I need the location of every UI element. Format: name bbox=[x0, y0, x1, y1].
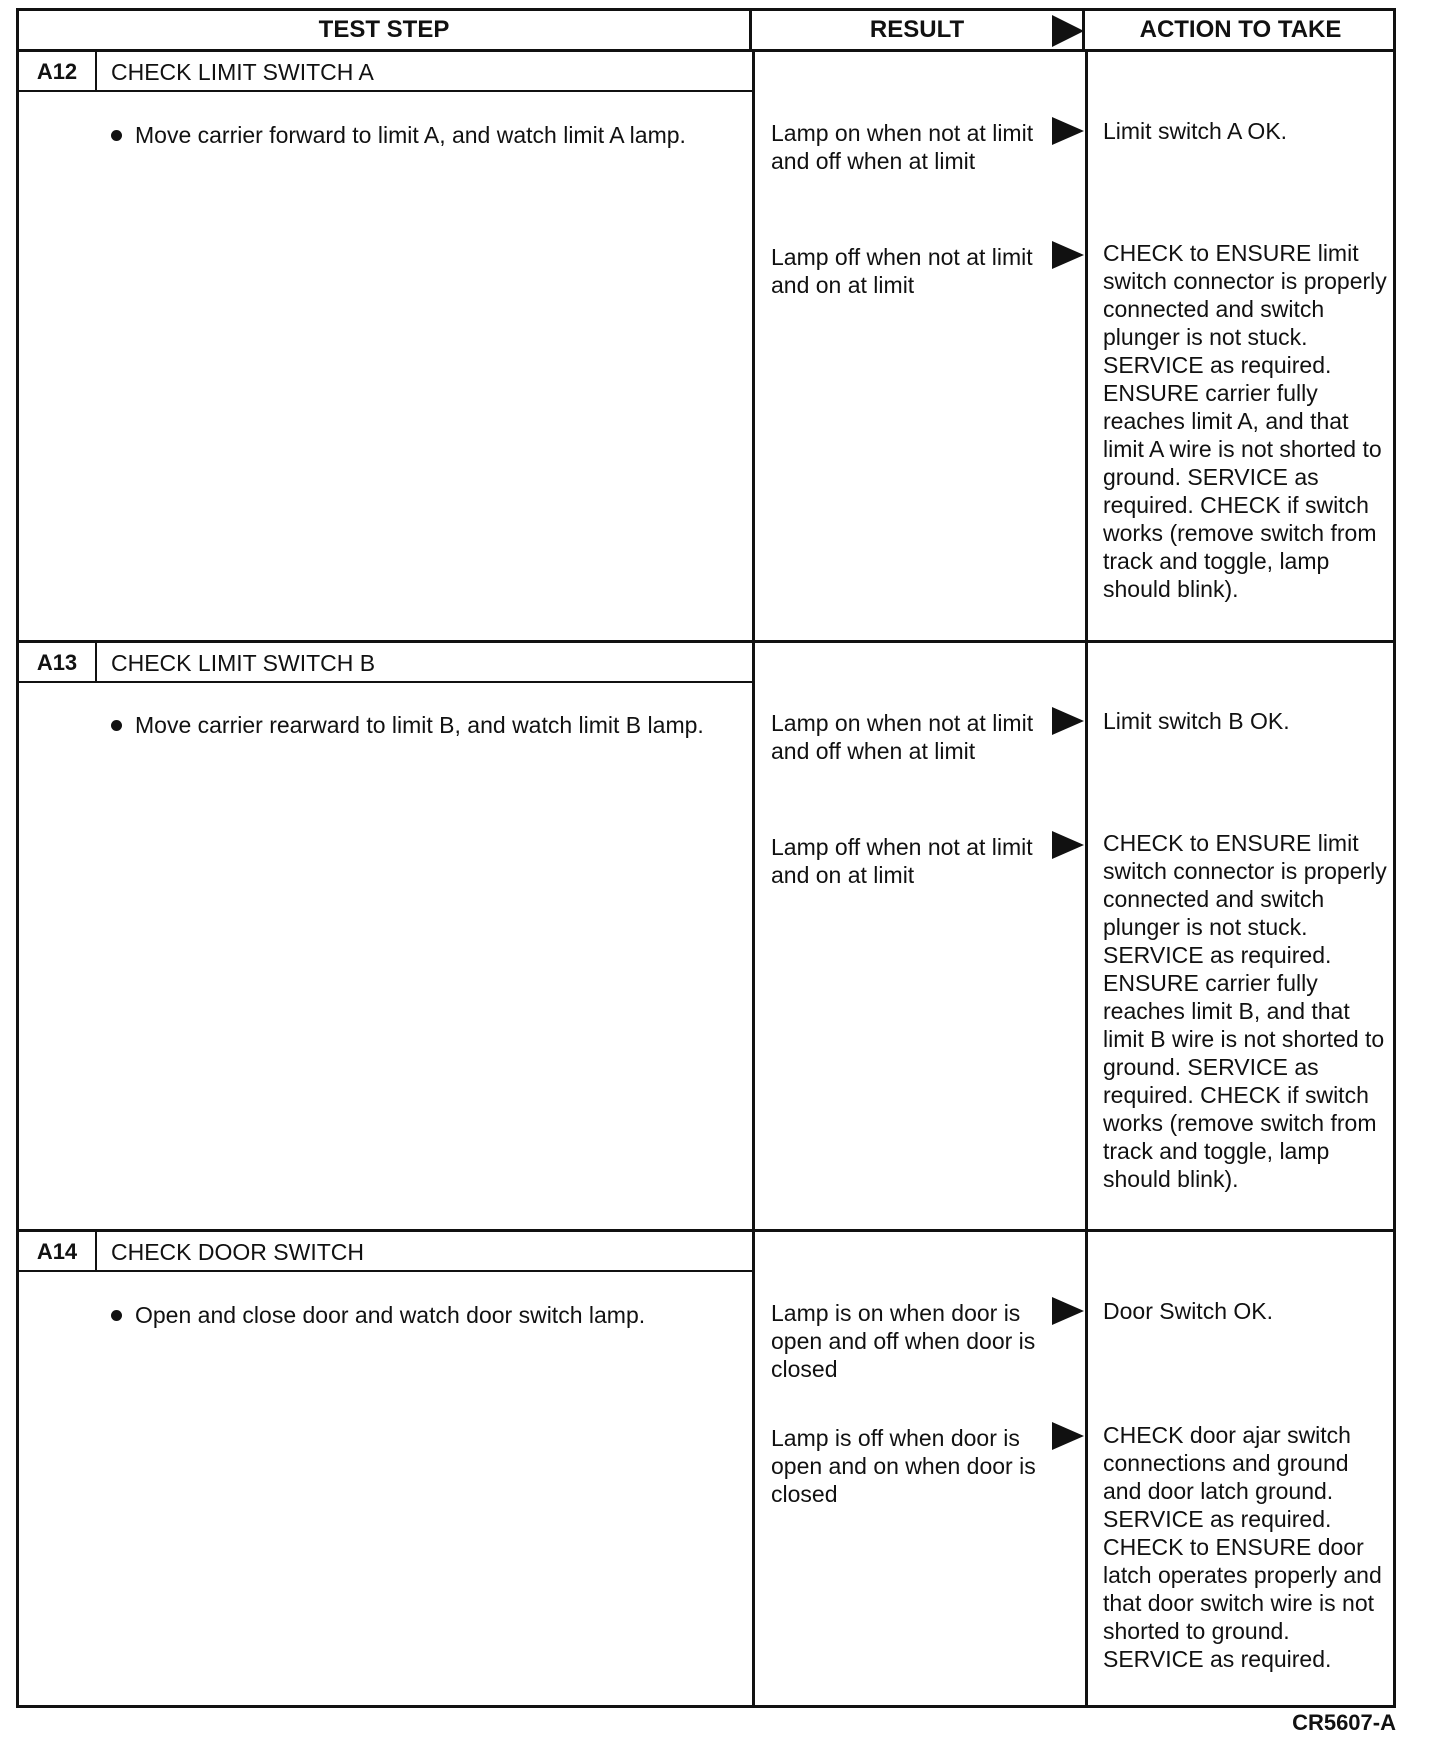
header-arrow-icon bbox=[1052, 15, 1084, 47]
figure-code: CR5607-A bbox=[1292, 1710, 1396, 1735]
step-header bbox=[19, 1232, 752, 1272]
step-title: CHECK DOOR SWITCH bbox=[111, 1238, 364, 1265]
step-instruction: Open and close door and watch door switch lamp. bbox=[111, 1301, 721, 1329]
action-text: CHECK door ajar switch connections and ground and door latch ground. SERVICE as required. CHECK to ENSURE door latch operates properly and that door switch wire is not shorted to ground. SERVICE as required. bbox=[1103, 1422, 1382, 1672]
bullet-icon bbox=[111, 1310, 122, 1321]
header-action-to-take: ACTION TO TAKE bbox=[1139, 16, 1342, 43]
result-text: Lamp off when not at limit and on at limit bbox=[771, 244, 1033, 298]
arrow-right-icon bbox=[1052, 831, 1084, 859]
bullet-icon bbox=[111, 130, 122, 141]
step-header bbox=[19, 52, 752, 92]
step-instruction: Move carrier forward to limit A, and watch limit A lamp. bbox=[111, 121, 721, 149]
header-result: RESULT bbox=[752, 11, 1085, 49]
step-id: A14 bbox=[19, 1232, 97, 1272]
step-id: A13 bbox=[19, 643, 97, 683]
step-title: CHECK LIMIT SWITCH A bbox=[111, 58, 374, 85]
arrow-right-icon bbox=[1052, 1422, 1084, 1450]
arrow-right-icon bbox=[1052, 117, 1084, 145]
step-instruction: Move carrier rearward to limit B, and watch limit B lamp. bbox=[111, 711, 721, 739]
action-text: CHECK to ENSURE limit switch connector is properly connected and switch plunger is not stuck. SERVICE as required. ENSURE carrier fully reaches limit B, and that limit B wire is not shorted to ground. SERVICE as required. CHECK if switch works (remove switch from track and toggle, lamp should blink). bbox=[1103, 830, 1387, 1192]
column-divider-result bbox=[752, 49, 755, 1705]
step-header bbox=[19, 643, 752, 683]
arrow-right-icon bbox=[1052, 1297, 1084, 1325]
bullet-icon bbox=[111, 720, 122, 731]
result-text: Lamp on when not at limit and off when at limit bbox=[771, 120, 1034, 174]
action-text: CHECK to ENSURE limit switch connector is properly connected and switch plunger is not stuck. SERVICE as required. ENSURE carrier fully reaches limit A, and that limit A wire is not shorted to ground. SERVICE as required. CHECK if switch works (remove switch from track and toggle, lamp should blink). bbox=[1103, 240, 1387, 602]
diagnostic-table bbox=[16, 8, 1396, 1708]
step-title: CHECK LIMIT SWITCH B bbox=[111, 649, 376, 676]
step-id: A12 bbox=[19, 52, 97, 92]
action-text: Limit switch A OK. bbox=[1103, 118, 1288, 144]
arrow-right-icon bbox=[1052, 241, 1084, 269]
result-text: Lamp is off when door is open and on when door is closed bbox=[771, 1425, 1036, 1507]
result-text: Lamp off when not at limit and on at limit bbox=[771, 834, 1033, 888]
result-text: Lamp on when not at limit and off when at limit bbox=[771, 710, 1034, 764]
result-text: Lamp is on when door is open and off when door is closed bbox=[771, 1300, 1036, 1382]
action-text: Door Switch OK. bbox=[1103, 1298, 1273, 1324]
header-test-step: TEST STEP bbox=[19, 11, 752, 49]
arrow-right-icon bbox=[1052, 707, 1084, 735]
column-divider-action bbox=[1085, 49, 1088, 1705]
action-text: Limit switch B OK. bbox=[1103, 708, 1290, 734]
